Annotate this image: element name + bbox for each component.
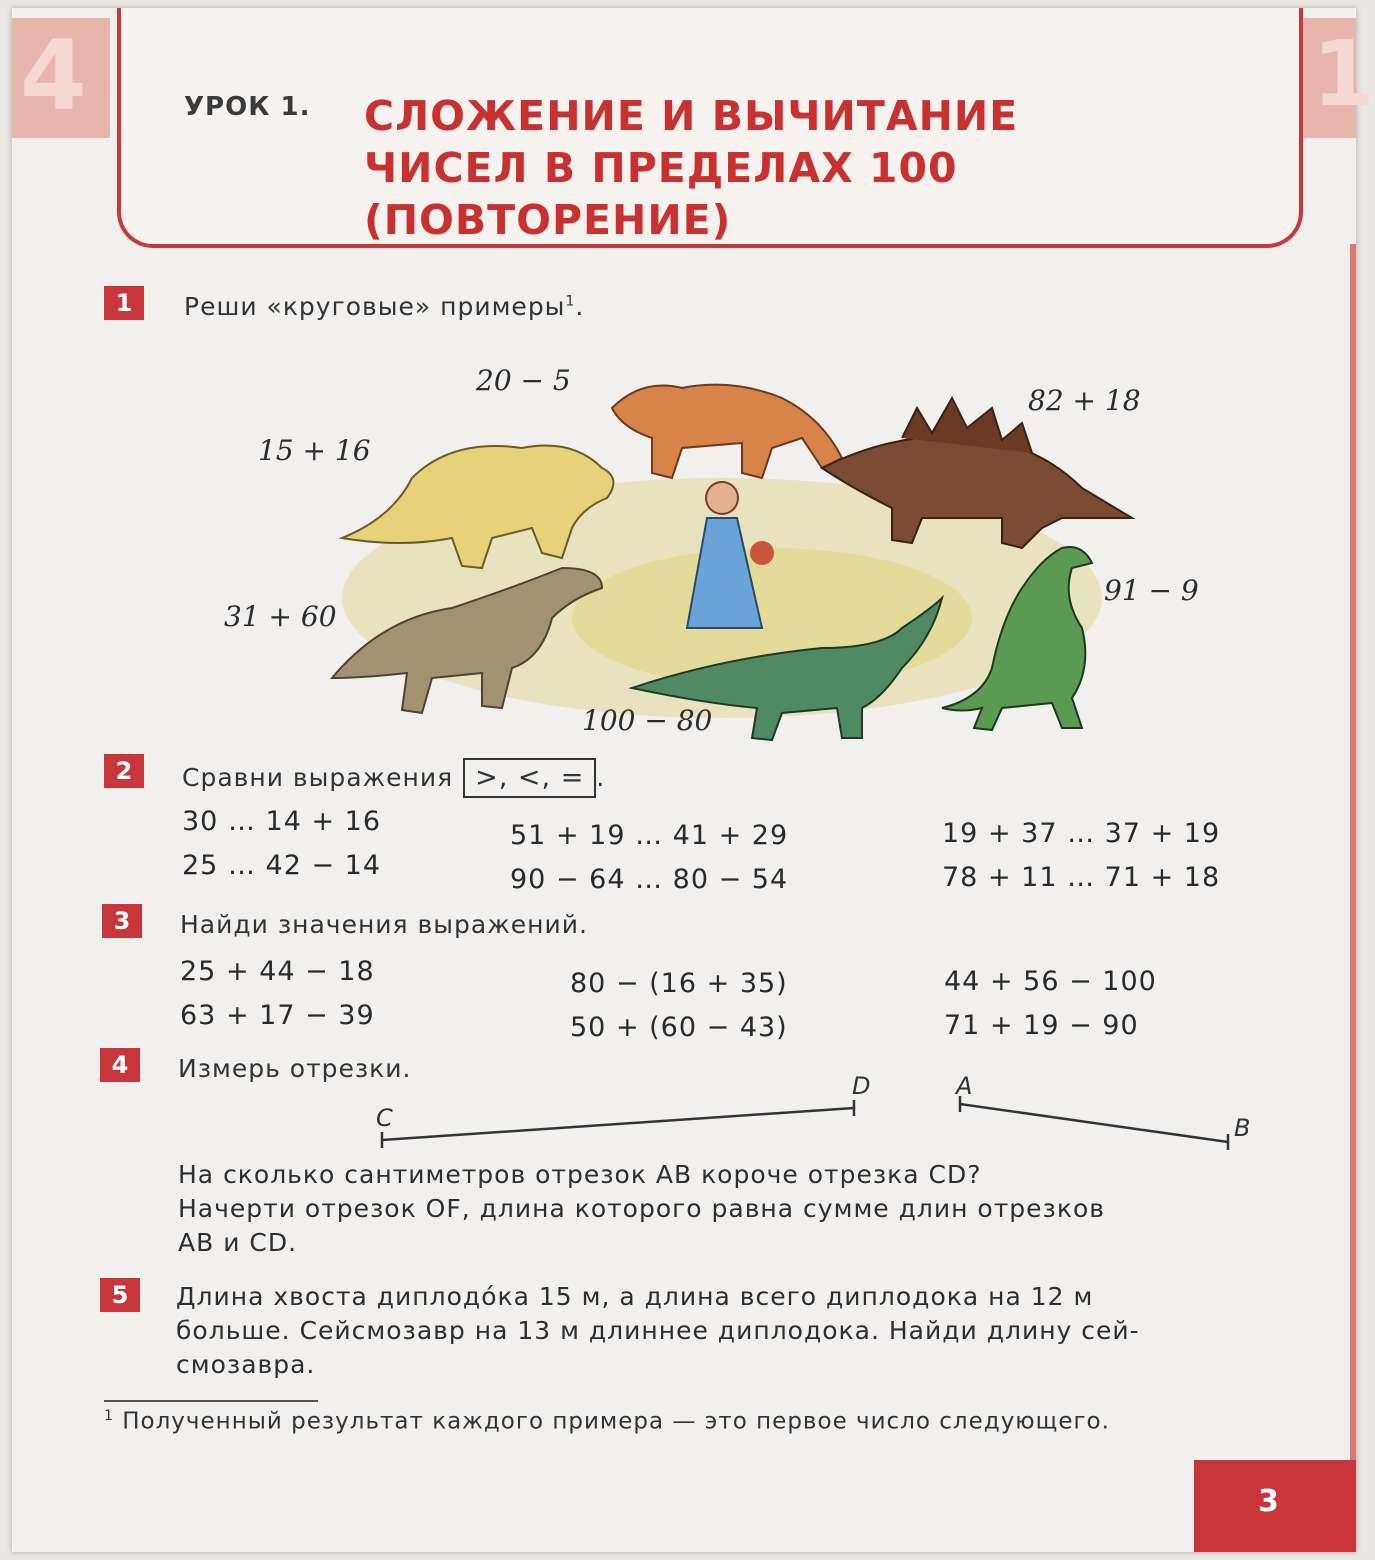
- label-31-60: 31 + 60: [224, 600, 337, 633]
- segment-cd: [382, 1108, 854, 1140]
- footnote-ref: 1: [565, 293, 576, 310]
- segment-ab: [960, 1104, 1228, 1142]
- task-1-badge: 1: [104, 286, 144, 320]
- title-line-2: ЧИСЕЛ В ПРЕДЕЛАХ 100: [364, 144, 958, 192]
- dinosaurs-illustration: [302, 368, 1142, 748]
- task-3-expr-3: 80 − (16 + 35): [570, 968, 788, 999]
- task-2-expr-4: 90 − 64 … 80 − 54: [510, 864, 789, 895]
- footnote-divider: [104, 1400, 318, 1402]
- task-2-expr-5: 19 + 37 … 37 + 19: [942, 818, 1221, 849]
- label-20-5: 20 − 5: [476, 364, 571, 397]
- footnote: $^1$ Полученный результат каждого примера — это первое число следующего.: [104, 1408, 1110, 1435]
- task-3-expr-2: 63 + 17 − 39: [180, 1000, 375, 1031]
- point-b-label: B: [1234, 1114, 1251, 1142]
- task-5-text: Длина хвоста диплодо́ка 15 м, а длина всего диплодока на 12 м больше. Сейсмозавр на 13 м длиннее диплодока. Найди длину сей- смозавра.: [176, 1282, 1140, 1379]
- footnote-mark: 1: [104, 1408, 114, 1424]
- task-4-badge: 4: [100, 1048, 140, 1082]
- task-3-expr-1: 25 + 44 − 18: [180, 956, 375, 987]
- task-2-text: Сравни выражения >, <, = .: [182, 758, 605, 798]
- point-d-label: D: [852, 1072, 871, 1100]
- title-line-3: (ПОВТОРЕНИЕ): [364, 196, 732, 244]
- comparison-symbols-box: >, <, =: [463, 758, 596, 798]
- point-a-label: A: [956, 1072, 973, 1100]
- page-edge-stripe: [1350, 244, 1356, 1460]
- task-2-expr-1: 30 … 14 + 16: [182, 806, 382, 837]
- task-2-badge: 2: [104, 754, 144, 788]
- task-3-text: Найди значения выражений.: [180, 910, 588, 939]
- chapter-tab-right: 1: [1294, 18, 1356, 138]
- task-2-expr-2: 25 … 42 − 14: [182, 850, 382, 881]
- task-2-expr-6: 78 + 11 … 71 + 18: [942, 862, 1221, 893]
- task-4-question: На сколько сантиметров отрезок AB короче отрезка CD? Начерти отрезок OF, длина которого равна сумме длин отрезков AB и CD.: [178, 1160, 1105, 1257]
- label-100-80: 100 − 80: [582, 704, 713, 737]
- task-3-expr-5: 44 + 56 − 100: [944, 966, 1157, 997]
- point-c-label: C: [376, 1104, 393, 1132]
- lesson-title: [364, 90, 1124, 246]
- task-3-expr-4: 50 + (60 − 43): [570, 1012, 788, 1043]
- task-3-expr-6: 71 + 19 − 90: [944, 1010, 1139, 1041]
- task-2-expr-3: 51 + 19 … 41 + 29: [510, 820, 789, 851]
- segments-drawing: [372, 1088, 1252, 1158]
- label-82-18: 82 + 18: [1028, 384, 1141, 417]
- chapter-tab-left: 4: [12, 18, 110, 138]
- title-line-1: СЛОЖЕНИЕ И ВЫЧИТАНИЕ: [364, 92, 1019, 140]
- label-15-16: 15 + 16: [258, 434, 371, 467]
- lesson-label: УРОК 1.: [184, 92, 311, 122]
- task-5-badge: 5: [100, 1278, 140, 1312]
- task-1-text: Реши «круговые» примеры$^1$.: [184, 292, 585, 321]
- page-number: 3: [1194, 1460, 1356, 1552]
- task-4-text: Измерь отрезки.: [178, 1054, 412, 1083]
- label-91-9: 91 − 9: [1104, 574, 1199, 607]
- textbook-page: [12, 8, 1375, 1552]
- task-3-badge: 3: [102, 904, 142, 938]
